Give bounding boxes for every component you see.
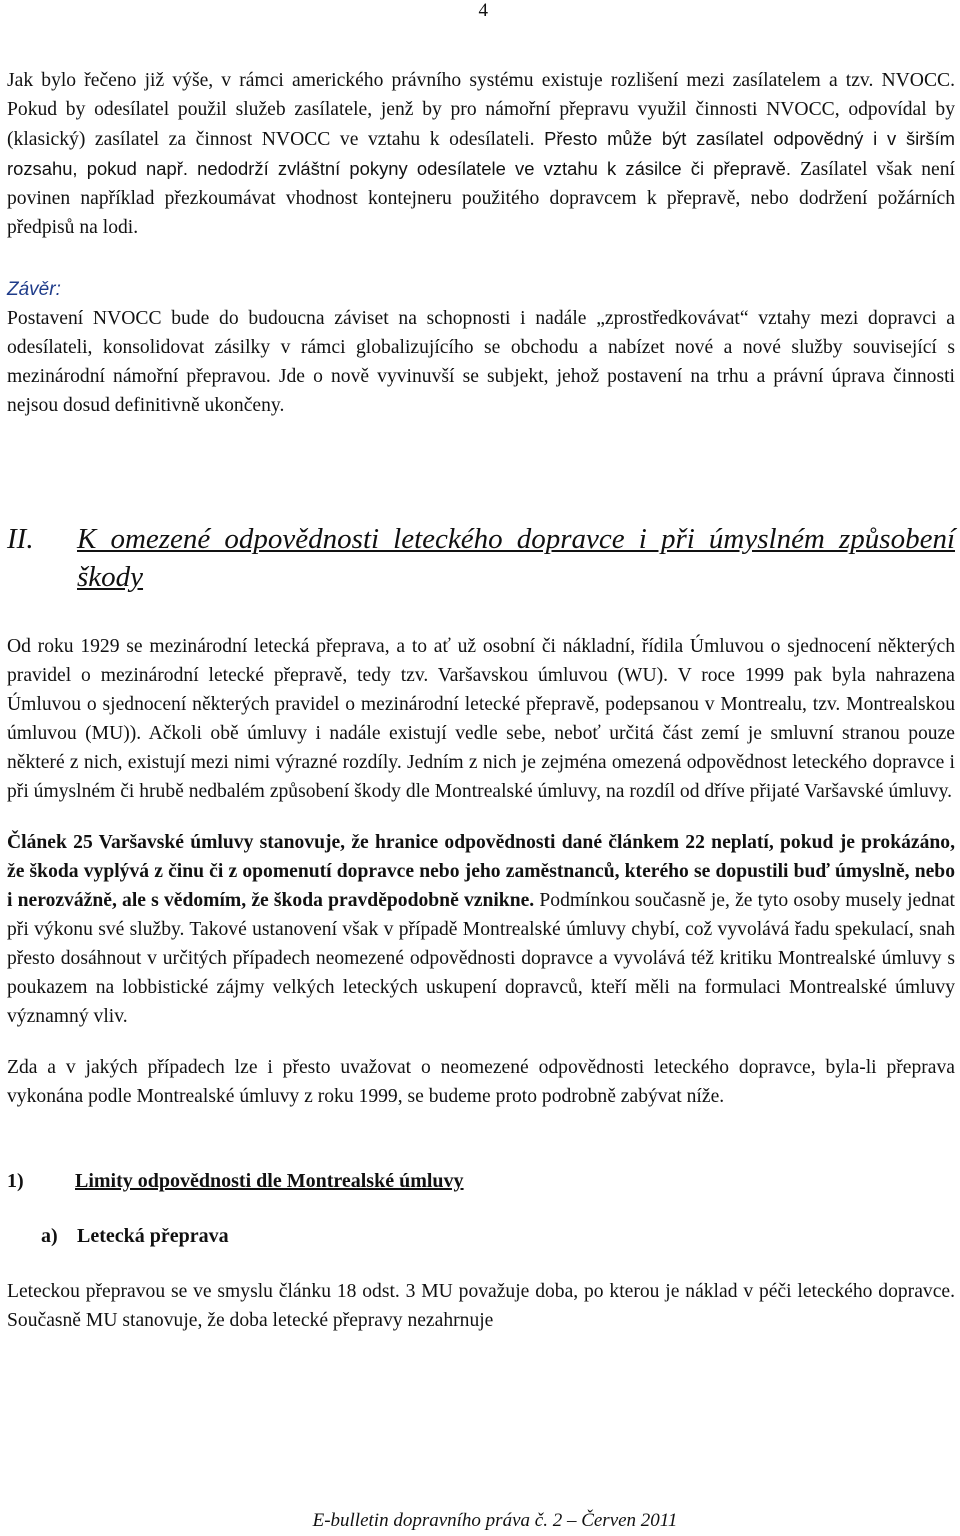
section-title: K omezené odpovědnosti leteckého dopravce i při úmyslném způsobení škody xyxy=(77,523,955,593)
paragraph-text: Zasílatel však není povinen například přezkoumávat vhodnost kontejneru použitého dopravcem k přepravě, nebo dodržení požárních předpisů na lodi. xyxy=(7,159,955,238)
paragraph-unlimited-liability: Zda a v jakých případech lze i přesto uvažovat o neomezené odpovědnosti leteckého dopravce, byla-li přeprava vykonána podle Montrealské úmluvy z roku 1999, se budeme proto podrobně zabývat níže. xyxy=(7,1057,955,1107)
section-number: II. xyxy=(7,523,34,555)
sub-subsection-number: a) xyxy=(41,1225,58,1247)
paragraph-air-transport: Leteckou přepravou se ve smyslu článku 18 odst. 3 MU považuje doba, po kterou je náklad v péči leteckého dopravce. Současně MU stanovuje, že doba letecké přepravy nezahrnuje xyxy=(7,1281,955,1331)
paragraph-nvocc-intro xyxy=(7,66,955,242)
document-body xyxy=(7,66,955,1335)
page-number: 4 xyxy=(478,0,488,21)
section-heading xyxy=(7,520,955,596)
paragraph-text: Podmínkou současně je, že tyto osoby musely jednat při výkonu své služby. Takové ustanovení však v případě Montrealské úmluvy chybí, což vyvolává řadu spekulací, snah přesto dosáhnout v určitých případech neomezené odpovědnosti dopravce a vyvolává též kritiku Montrealské úmluvy s poukazem na lobbistické zájmy velkých leteckých uskupení dopravců, kteří měli na formulaci Montrealské úmluvy významný vliv. xyxy=(7,890,955,1027)
paragraph-text-sans: Přesto může být zasílatel odpovědný i v širším rozsahu, pokud např. nedodrží zvláštní pokyny odesílatele ve vztahu k zásilce či přepravě. xyxy=(7,128,956,179)
subsection-title: Limity odpovědnosti dle Montrealské úmluvy xyxy=(75,1170,464,1192)
subsection-number: 1) xyxy=(7,1170,24,1192)
sub-subsection-heading xyxy=(7,1222,955,1250)
sub-subsection-title: Letecká přeprava xyxy=(77,1225,229,1247)
paragraph-text: Jak bylo řečeno již výše, v rámci amerického právního systému existuje rozlišení mezi zasílatelem a tzv. NVOCC. Pokud by odesílatel použil služeb zasílatele, jenž by pro námořní přepravu využil činnosti NVOCC, odpovídal by (klasický) zasílatel za činnost NVOCC ve vztahu k odesílateli. xyxy=(7,70,955,150)
subsection-heading xyxy=(7,1167,955,1195)
conclusion-text: Postavení NVOCC bude do budoucna záviset na schopnosti i nadále „zprostředkovávat“ vztahy mezi dopravci a odesílateli, konsolidovat zásilky v rámci globalizujícího se obchodu a nabízet nové a nové služby související s mezinárodní námořní přepravou. Jde o nově vyvinuvší se subjekt, jehož postavení na trhu a právní úprava činnosti nejsou dosud definitivně ukončeny. xyxy=(7,308,955,416)
paragraph-bold-text: Článek 25 Varšavské úmluvy stanovuje, že hranice odpovědnosti dané článkem 22 neplatí, pokud je prokázáno, že škoda vyplývá z činu či z opomenutí dopravce nebo jeho zaměstnanců, kterého se dopustili buď úmyslně, nebo i nerozvážně, ale s vědomím, že škoda pravděpodobně vznikne. xyxy=(7,832,955,911)
page-footer: E-bulletin dopravního práva č. 2 – Červen 2011 xyxy=(312,1510,678,1531)
paragraph-warsaw-montreal: Od roku 1929 se mezinárodní letecká přeprava, a to ať už osobní či nákladní, řídila Úmluvou o sjednocení některých pravidel o mezinárodní letecké přepravě, tedy tzv. Varšavskou úmluvou (WU). V roce 1999 pak byla nahrazena Úmluvou o sjednocení některých pravidel o mezinárodní letecké přepravě, podepsanou v Montrealu, tzv. Montrealskou úmluvou (MU)). Ačkoli obě úmluvy i nadále existují vedle sebe, neboť určitá část zemí je smluvní stranou pouze některé z nich, existují mezi nimi výrazné rozdíly. Jedním z nich je zejména omezená odpovědnost leteckého dopravce i při úmyslném či hrubě nedbalém způsobení škody dle Montrealské úmluvy, na rozdíl od dříve přijaté Varšavské úmluvy. xyxy=(7,636,955,802)
conclusion-heading: Závěr: xyxy=(7,279,61,300)
paragraph-article-25 xyxy=(7,828,955,1031)
